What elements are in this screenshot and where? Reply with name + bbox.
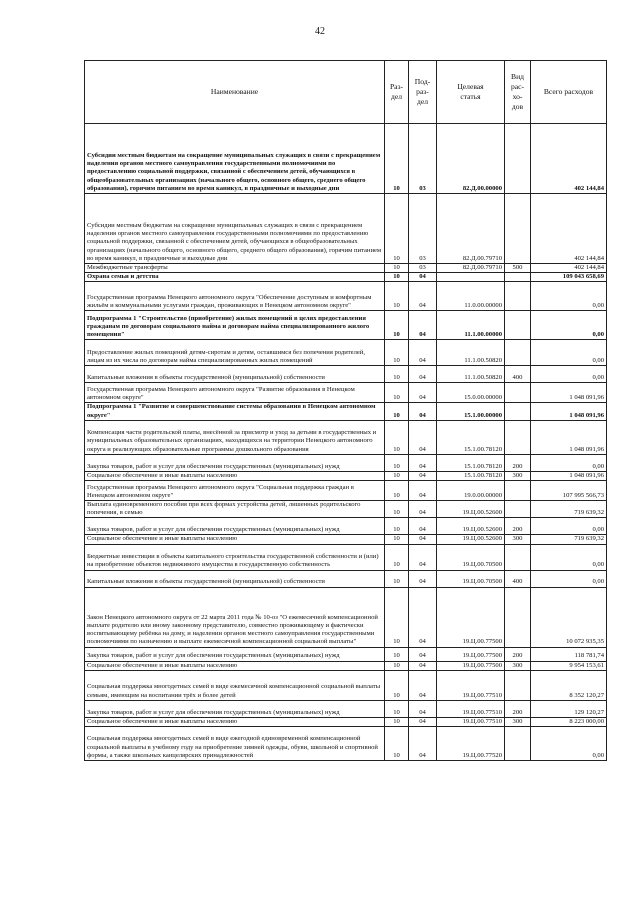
cell-total: 402 144,84 <box>531 194 607 264</box>
cell-article: 19.Ц.00.77500 <box>437 587 505 647</box>
table-row <box>85 471 607 480</box>
table-row <box>85 282 607 311</box>
cell-podrazdel: 04 <box>409 273 437 282</box>
cell-razdel: 10 <box>385 366 409 383</box>
cell-podrazdel: 04 <box>409 717 437 726</box>
cell-vid: 300 <box>505 717 531 726</box>
cell-article: 19.Ц.00.77520 <box>437 727 505 761</box>
cell-article: 19.Ц.00.70500 <box>437 570 505 587</box>
cell-name: Предоставление жилых помещений детям-сиротам и детям, оставшимся без попечения родителей, лицам из их числа по договорам найма специализированных жилых помещений <box>85 340 385 366</box>
cell-razdel: 10 <box>385 124 409 194</box>
cell-vid: 400 <box>505 366 531 383</box>
cell-vid <box>505 670 531 700</box>
cell-razdel: 10 <box>385 264 409 273</box>
header-total: Всего расходов <box>531 61 607 124</box>
cell-razdel: 10 <box>385 481 409 501</box>
cell-razdel: 10 <box>385 194 409 264</box>
cell-name: Государственная программа Ненецкого автономного округа "Обеспечение доступным и комфортным жильём и коммунальными услугами граждан, проживающих в Ненецком автономном округе" <box>85 282 385 311</box>
cell-name: Социальное обеспечение и иные выплаты населению <box>85 471 385 480</box>
cell-total: 9 954 153,61 <box>531 661 607 670</box>
table-row <box>85 727 607 761</box>
cell-podrazdel: 04 <box>409 403 437 420</box>
cell-podrazdel: 04 <box>409 570 437 587</box>
cell-total: 107 995 566,73 <box>531 481 607 501</box>
cell-vid <box>505 587 531 647</box>
header-podrazdel: Под- раз- дел <box>409 61 437 124</box>
cell-article: 82.Д.00.79710 <box>437 264 505 273</box>
cell-razdel: 10 <box>385 535 409 544</box>
cell-article <box>437 273 505 282</box>
cell-article: 19.Ц.00.70500 <box>437 544 505 570</box>
table-row <box>85 420 607 454</box>
cell-article: 15.0.00.00000 <box>437 383 505 403</box>
cell-article: 19.Ц.00.77500 <box>437 661 505 670</box>
cell-name: Государственная программа Ненецкого автономного округа "Развитие образования в Ненецком автономном округе" <box>85 383 385 403</box>
cell-article: 11.1.00.50820 <box>437 366 505 383</box>
cell-vid <box>505 544 531 570</box>
cell-article: 19.Ц.00.77510 <box>437 670 505 700</box>
cell-razdel: 10 <box>385 501 409 518</box>
cell-podrazdel: 04 <box>409 700 437 717</box>
cell-vid <box>505 501 531 518</box>
cell-razdel: 10 <box>385 700 409 717</box>
cell-name: Выплата единовременного пособия при всех формах устройства детей, лишенных родительского попечения, в семью <box>85 501 385 518</box>
cell-article: 19.Ц.00.77510 <box>437 700 505 717</box>
cell-name: Компенсация части родительской платы, внесённой за присмотр и уход за детьми в государственных и муниципальных образовательных организациях, находящихся на территории Ненецкого автономного округа и реализующих образовательные программы дошкольного образования <box>85 420 385 454</box>
cell-article: 15.1.00.78120 <box>437 420 505 454</box>
cell-name: Охрана семьи и детства <box>85 273 385 282</box>
cell-podrazdel: 04 <box>409 454 437 471</box>
cell-vid <box>505 194 531 264</box>
cell-total: 0,00 <box>531 544 607 570</box>
cell-podrazdel: 04 <box>409 481 437 501</box>
table-row <box>85 544 607 570</box>
cell-vid <box>505 481 531 501</box>
cell-podrazdel: 04 <box>409 420 437 454</box>
cell-total: 0,00 <box>531 366 607 383</box>
header-name: Наименование <box>85 61 385 124</box>
cell-razdel: 10 <box>385 471 409 480</box>
cell-total: 0,00 <box>531 282 607 311</box>
cell-vid <box>505 383 531 403</box>
cell-razdel: 10 <box>385 420 409 454</box>
cell-name: Социальная поддержка многодетных семей в виде ежегодной единовременной компенсационной социальной выплаты в учебному году на приобретение зимней одежды, обуви, школьной и спортивной формы, а также школьных канцелярских принадлежностей <box>85 727 385 761</box>
cell-razdel: 10 <box>385 717 409 726</box>
cell-vid <box>505 420 531 454</box>
cell-name: Закупка товаров, работ и услуг для обеспечения государственных (муниципальных) нужд <box>85 647 385 661</box>
cell-razdel: 10 <box>385 647 409 661</box>
table-row <box>85 700 607 717</box>
cell-razdel: 10 <box>385 454 409 471</box>
cell-podrazdel: 04 <box>409 340 437 366</box>
cell-podrazdel: 04 <box>409 311 437 340</box>
cell-article: 11.1.00.00000 <box>437 311 505 340</box>
cell-total: 0,00 <box>531 454 607 471</box>
cell-article: 19.Ц.00.77500 <box>437 647 505 661</box>
cell-razdel: 10 <box>385 383 409 403</box>
cell-name: Подпрограмма 1 "Строительство (приобретение) жилых помещений в целях предоставления гражданам по договорам социального найма и договорам найма специализированного жилого помещения" <box>85 311 385 340</box>
cell-name: Социальное обеспечение и иные выплаты населению <box>85 535 385 544</box>
cell-vid <box>505 311 531 340</box>
cell-podrazdel: 03 <box>409 194 437 264</box>
cell-vid <box>505 124 531 194</box>
header-article: Целевая статья <box>437 61 505 124</box>
cell-vid: 500 <box>505 264 531 273</box>
cell-razdel: 10 <box>385 670 409 700</box>
cell-article: 15.1.00.78120 <box>437 471 505 480</box>
cell-razdel: 10 <box>385 282 409 311</box>
page-number: 42 <box>315 26 325 37</box>
header-vid: Вид рас- хо- дов <box>505 61 531 124</box>
cell-name: Закупка товаров, работ и услуг для обеспечения государственных (муниципальных) нужд <box>85 518 385 535</box>
cell-podrazdel: 04 <box>409 383 437 403</box>
cell-total: 1 048 091,96 <box>531 471 607 480</box>
cell-podrazdel: 03 <box>409 124 437 194</box>
table-row <box>85 661 607 670</box>
cell-article: 82.Д.00.00000 <box>437 124 505 194</box>
cell-total: 719 639,32 <box>531 501 607 518</box>
cell-vid <box>505 727 531 761</box>
cell-total: 1 048 091,96 <box>531 420 607 454</box>
table-row <box>85 481 607 501</box>
cell-article: 19.Ц.00.52600 <box>437 501 505 518</box>
cell-podrazdel: 04 <box>409 366 437 383</box>
cell-article: 11.0.00.00000 <box>437 282 505 311</box>
cell-podrazdel: 04 <box>409 518 437 535</box>
cell-article: 82.Д.00.79710 <box>437 194 505 264</box>
table-header-row <box>85 61 607 124</box>
cell-name: Социальная поддержка многодетных семей в виде ежемесячной компенсационной социальной выплаты семьям, имеющим на воспитании трёх и более детей <box>85 670 385 700</box>
table-row <box>85 501 607 518</box>
cell-article: 19.0.00.00000 <box>437 481 505 501</box>
budget-table <box>84 60 607 761</box>
cell-razdel: 10 <box>385 518 409 535</box>
cell-vid <box>505 340 531 366</box>
cell-vid <box>505 403 531 420</box>
cell-podrazdel: 04 <box>409 544 437 570</box>
table-row <box>85 670 607 700</box>
cell-vid: 400 <box>505 570 531 587</box>
cell-total: 1 048 091,96 <box>531 383 607 403</box>
cell-article: 19.Ц.00.77510 <box>437 717 505 726</box>
table-row <box>85 366 607 383</box>
cell-total: 109 043 658,69 <box>531 273 607 282</box>
cell-podrazdel: 04 <box>409 471 437 480</box>
cell-razdel: 10 <box>385 661 409 670</box>
cell-total: 0,00 <box>531 570 607 587</box>
cell-podrazdel: 04 <box>409 501 437 518</box>
cell-name: Социальное обеспечение и иные выплаты населению <box>85 661 385 670</box>
cell-total: 0,00 <box>531 340 607 366</box>
cell-podrazdel: 04 <box>409 647 437 661</box>
cell-name: Социальное обеспечение и иные выплаты населению <box>85 717 385 726</box>
table-row <box>85 587 607 647</box>
cell-razdel: 10 <box>385 727 409 761</box>
table-row <box>85 518 607 535</box>
cell-name: Капитальные вложения в объекты государственной (муниципальной) собственности <box>85 570 385 587</box>
cell-name: Субсидии местным бюджетам на сокращение муниципальных служащих в связи с прекращением наделения органов местного самоуправления государственными полномочиями по предоставлению социальной поддержки, связанной с обеспечением детей, обучающихся в общеобразовательных организациях (начального общего, основного общего, среднего общего образования), горячим питанием во время каникул, в праздничные и выходные дни <box>85 124 385 194</box>
cell-total: 0,00 <box>531 727 607 761</box>
table-row <box>85 570 607 587</box>
table-row <box>85 273 607 282</box>
cell-vid <box>505 273 531 282</box>
table-row <box>85 383 607 403</box>
cell-vid <box>505 282 531 311</box>
cell-razdel: 10 <box>385 273 409 282</box>
cell-total: 402 144,84 <box>531 124 607 194</box>
table-row <box>85 194 607 264</box>
table-row <box>85 454 607 471</box>
cell-name: Бюджетные инвестиции в объекты капитального строительства государственной собственности и (или) на приобретение объектов недвижимого имущества в государственную собственность <box>85 544 385 570</box>
table-row <box>85 264 607 273</box>
cell-name: Капитальные вложения в объекты государственной (муниципальной) собственности <box>85 366 385 383</box>
cell-vid: 200 <box>505 454 531 471</box>
cell-name: Подпрограмма 1 "Развитие и совершенствование системы образования в Ненецком автономном округе" <box>85 403 385 420</box>
cell-razdel: 10 <box>385 587 409 647</box>
cell-podrazdel: 04 <box>409 661 437 670</box>
cell-name: Субсидии местным бюджетам на сокращение муниципальных служащих в связи с прекращением наделения органов местного самоуправления государственными полномочиями по предоставлению социальной поддержки, связанной с обеспечением детей, обучающихся в общеобразовательных организациях (начального общего, основного общего, среднего общего образования), горячим питанием во время каникул, в праздничные и выходные дни <box>85 194 385 264</box>
cell-total: 0,00 <box>531 518 607 535</box>
cell-total: 8 223 000,00 <box>531 717 607 726</box>
cell-podrazdel: 03 <box>409 264 437 273</box>
cell-vid: 200 <box>505 518 531 535</box>
cell-podrazdel: 04 <box>409 535 437 544</box>
cell-total: 719 639,32 <box>531 535 607 544</box>
cell-total: 8 352 120,27 <box>531 670 607 700</box>
cell-total: 10 072 935,35 <box>531 587 607 647</box>
header-razdel: Раз- дел <box>385 61 409 124</box>
cell-article: 19.Ц.00.52600 <box>437 535 505 544</box>
table-row <box>85 717 607 726</box>
cell-vid: 200 <box>505 700 531 717</box>
cell-podrazdel: 04 <box>409 670 437 700</box>
table-row <box>85 535 607 544</box>
cell-name: Межбюджетные трансферты <box>85 264 385 273</box>
cell-total: 129 120,27 <box>531 700 607 717</box>
cell-razdel: 10 <box>385 570 409 587</box>
table-row <box>85 647 607 661</box>
cell-podrazdel: 04 <box>409 587 437 647</box>
cell-vid: 300 <box>505 661 531 670</box>
table-row <box>85 124 607 194</box>
cell-razdel: 10 <box>385 544 409 570</box>
table-row <box>85 340 607 366</box>
cell-total: 118 781,74 <box>531 647 607 661</box>
cell-article: 15.1.00.78120 <box>437 454 505 471</box>
cell-article: 11.1.00.50820 <box>437 340 505 366</box>
cell-razdel: 10 <box>385 311 409 340</box>
cell-vid: 200 <box>505 647 531 661</box>
table-row <box>85 403 607 420</box>
cell-total: 0,00 <box>531 311 607 340</box>
cell-total: 1 048 091,96 <box>531 403 607 420</box>
cell-article: 15.1.00.00000 <box>437 403 505 420</box>
cell-razdel: 10 <box>385 340 409 366</box>
cell-name: Государственная программа Ненецкого автономного округа "Социальная поддержка граждан в Ненецком автономном округе" <box>85 481 385 501</box>
table-row <box>85 311 607 340</box>
cell-podrazdel: 04 <box>409 282 437 311</box>
cell-podrazdel: 04 <box>409 727 437 761</box>
cell-article: 19.Ц.00.52600 <box>437 518 505 535</box>
cell-name: Закупка товаров, работ и услуг для обеспечения государственных (муниципальных) нужд <box>85 454 385 471</box>
cell-vid: 300 <box>505 471 531 480</box>
cell-name: Закон Ненецкого автономного округа от 22 марта 2011 года № 10-оз "О ежемесячной компенсационной выплате родителю или иному законному представителю, совместно проживающему и фактически воспитывающему ребёнка на дому, и наделении органов местного самоуправления государственными полномочиями по назначению и выплате ежемесячной компенсационной социальной выплаты" <box>85 587 385 647</box>
cell-razdel: 10 <box>385 403 409 420</box>
cell-total: 402 144,84 <box>531 264 607 273</box>
cell-vid: 300 <box>505 535 531 544</box>
cell-name: Закупка товаров, работ и услуг для обеспечения государственных (муниципальных) нужд <box>85 700 385 717</box>
